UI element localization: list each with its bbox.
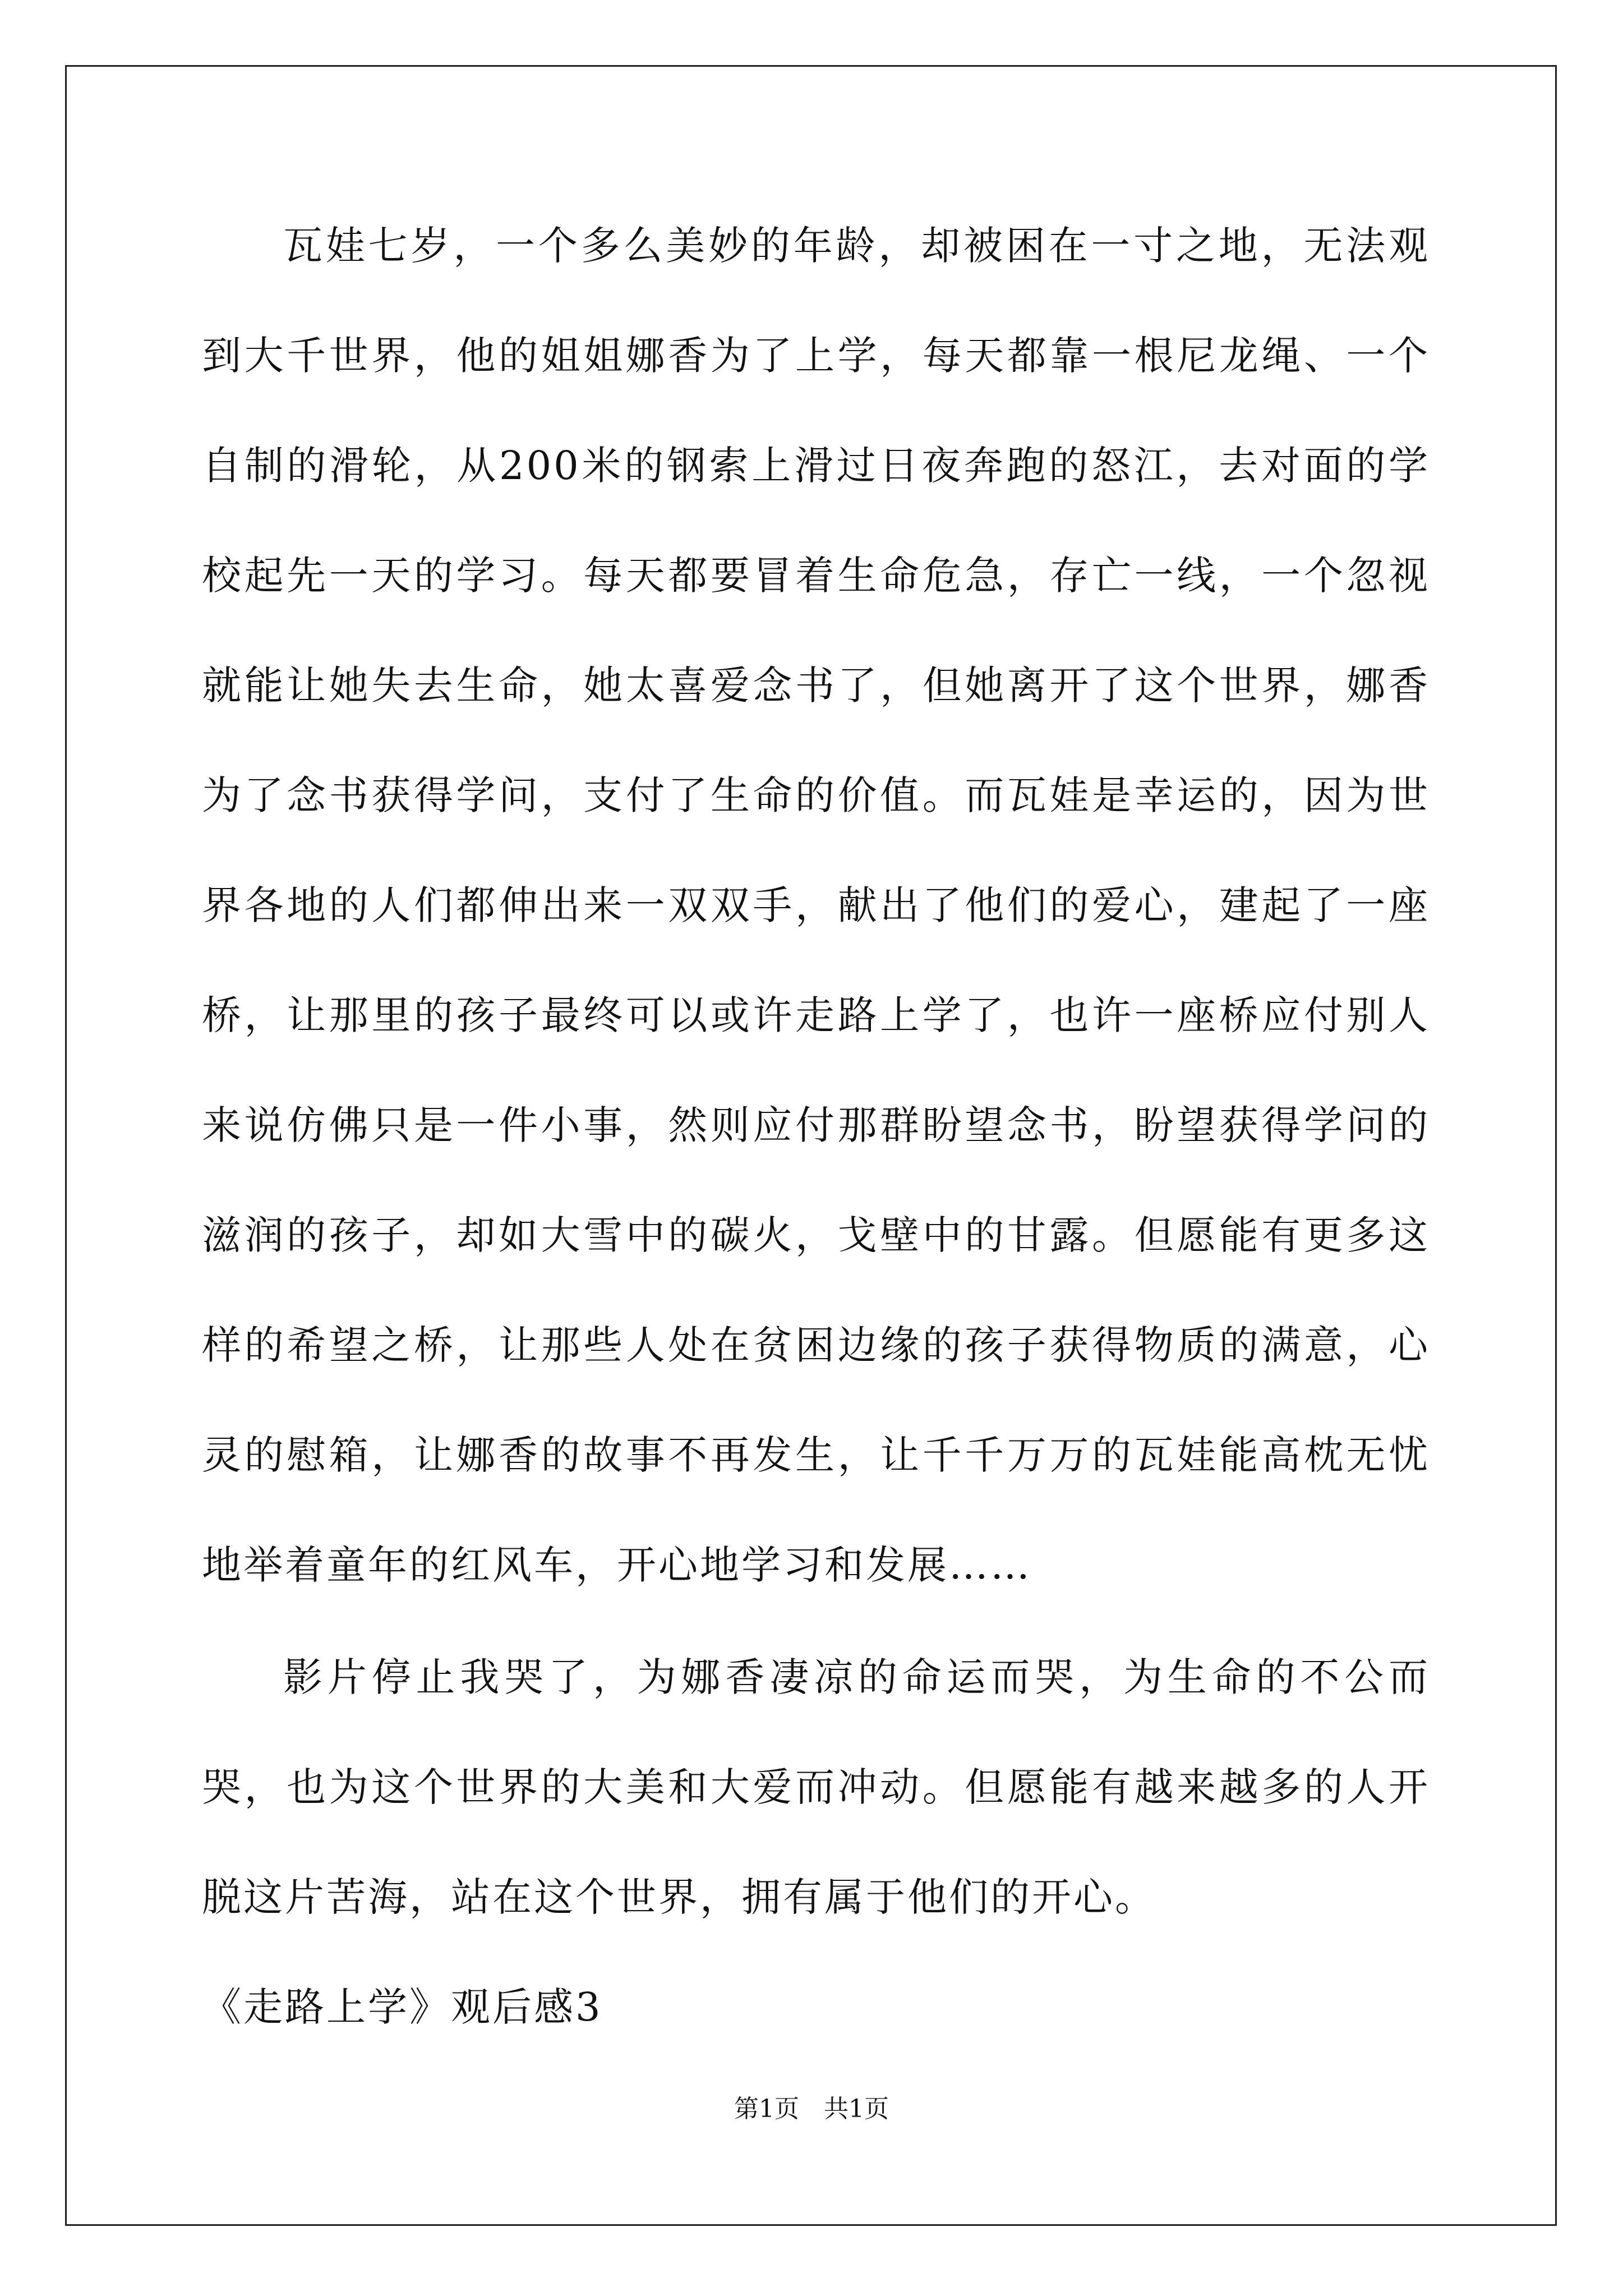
section-heading: 《走路上学》观后感3 bbox=[202, 1984, 603, 2030]
paragraph-2: 影片停止我哭了，为娜香凄凉的命运而哭，为生命的不公而哭，也为这个世界的大美和大爱而冲动。但愿能有越来越多的人开脱这片苦海，站在这个世界，拥有属于他们的开心。 bbox=[202, 1654, 1430, 1920]
paragraph-1: 瓦娃七岁，一个多么美妙的年龄，却被困在一寸之地，无法观到大千世界，他的姐姐娜香为了上学，每天都靠一根尼龙绳、一个自制的滑轮，从200米的钢索上滑过日夜奔跑的怒江，去对面的学校起先一天的学习。每天都要冒着生命危急，存亡一线，一个忽视就能让她失去生命，她太喜爱念书了，但她离开了这个世界，娜香为了念书获得学问，支付了生命的价值。而瓦娃是幸运的，因为世界各地的人们都伸出来一双双手，献出了他们的爱心，建起了一座桥，让那里的孩子最终可以或许走路上学了，也许一座桥应付别人来说仿佛只是一件小事，然则应付那群盼望念书，盼望获得学问的滋润的孩子，却如大雪中的碳火，戈壁中的甘露。但愿能有更多这样的希望之桥，让那些人处在贫困边缘的孩子获得物质的满意，心灵的慰箱，让娜香的故事不再发生，让千千万万的瓦娃能高枕无忧地举着童年的红风车，开心地学习和发展…… bbox=[202, 223, 1430, 1588]
page-number-footer: 第1页 共1页 bbox=[734, 2095, 889, 2123]
document-body bbox=[202, 191, 1430, 2062]
